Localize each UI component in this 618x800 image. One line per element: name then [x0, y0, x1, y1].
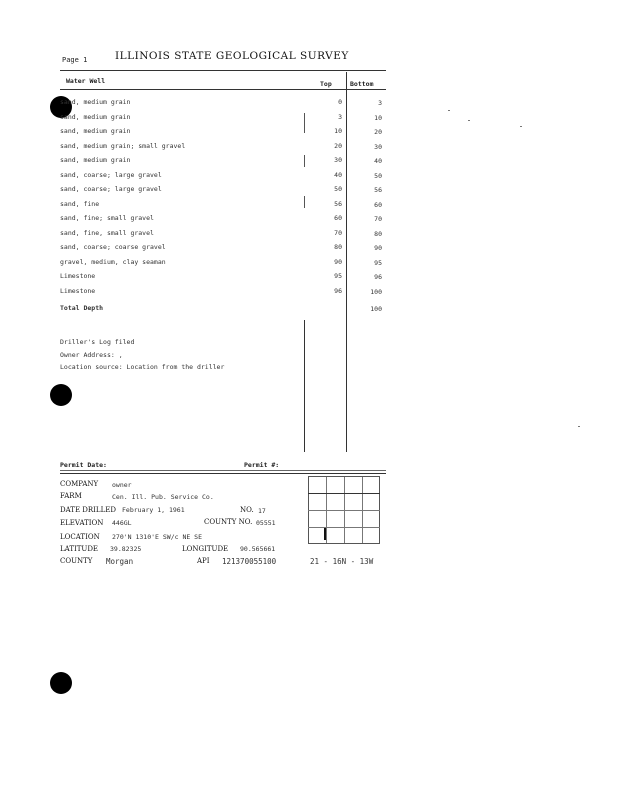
log-row-label: sand, fine, small gravel	[60, 229, 154, 237]
longitude-value: 90.565661	[240, 545, 276, 553]
log-row-bottom: 40	[374, 157, 382, 165]
column-divider-left	[346, 72, 347, 452]
log-row-label: sand, fine; small gravel	[60, 214, 154, 222]
grid-line	[308, 510, 380, 511]
log-row-top: 10	[334, 127, 342, 135]
log-row-top: 50	[334, 185, 342, 193]
log-row-top: 40	[334, 171, 342, 179]
log-row-top: 20	[334, 142, 342, 150]
log-row-top: 80	[334, 243, 342, 251]
elevation-value: 446GL	[112, 519, 132, 527]
owner-address-note: Owner Address: ,	[60, 351, 123, 359]
permit-number-label: Permit #:	[244, 461, 280, 469]
column-divider-right	[304, 320, 305, 452]
log-row-label: Limestone	[60, 272, 96, 280]
log-row-bottom: 90	[374, 244, 382, 252]
log-row-top: 3	[338, 113, 342, 121]
permit-date-label: Permit Date:	[60, 461, 107, 469]
grid-line	[308, 543, 380, 544]
column-tick	[304, 196, 305, 208]
county-label: COUNTY	[60, 557, 93, 565]
log-row-bottom: 3	[378, 99, 382, 107]
number-label: NO.	[240, 506, 254, 514]
county-value: Morgan	[106, 557, 134, 566]
county-number-value: 05551	[256, 519, 276, 527]
log-row-label: sand, fine	[60, 200, 100, 208]
log-row-bottom: 100	[370, 288, 382, 296]
latitude-value: 39.82325	[110, 545, 142, 553]
date-drilled-label: DATE DRILLED	[60, 506, 116, 514]
log-row-label: gravel, medium, clay seaman	[60, 258, 166, 266]
permit-rule	[60, 470, 386, 471]
log-row-label: sand, medium grain	[60, 98, 131, 106]
farm-value: Cen. Ill. Pub. Service Co.	[112, 493, 214, 501]
latitude-label: LATITUDE	[60, 545, 99, 553]
log-row-bottom: 30	[374, 143, 382, 151]
scan-speck	[448, 110, 450, 111]
grid-line	[308, 527, 380, 528]
scan-speck	[578, 426, 580, 427]
section-location-grid	[308, 476, 380, 544]
grid-line	[308, 476, 380, 477]
total-depth-label: Total Depth	[60, 304, 104, 312]
table-top-rule	[60, 70, 386, 71]
number-value: 17	[258, 507, 266, 515]
location-label: LOCATION	[60, 533, 100, 541]
log-row-bottom: 80	[374, 230, 382, 238]
log-row-label: sand, coarse; coarse gravel	[60, 243, 166, 251]
log-row-bottom: 96	[374, 273, 382, 281]
drillers-log-note: Driller's Log filed	[60, 338, 135, 346]
farm-label: FARM	[60, 492, 82, 500]
log-row-bottom: 10	[374, 114, 382, 122]
log-row-top: 60	[334, 214, 342, 222]
log-row-label: sand, medium grain	[60, 113, 131, 121]
well-location-mark	[324, 528, 326, 540]
log-row-bottom: 60	[374, 201, 382, 209]
document-title: ILLINOIS STATE GEOLOGICAL SURVEY	[115, 50, 349, 62]
log-row-bottom: 95	[374, 259, 382, 267]
log-row-label: sand, coarse; large gravel	[60, 171, 162, 179]
log-row-top: 90	[334, 258, 342, 266]
log-row-bottom: 50	[374, 172, 382, 180]
log-row-top: 96	[334, 287, 342, 295]
column-tick	[304, 113, 305, 133]
company-value: owner	[112, 481, 132, 489]
township-range-value: 21 - 16N - 13W	[310, 557, 374, 566]
log-row-label: sand, medium grain	[60, 156, 131, 164]
column-header-top: Top	[320, 80, 332, 88]
longitude-label: LONGITUDE	[182, 545, 229, 553]
log-row-label: Limestone	[60, 287, 96, 295]
log-row-label: sand, medium grain	[60, 127, 131, 135]
county-number-label: COUNTY NO.	[204, 518, 253, 526]
date-drilled-value: February 1, 1961	[122, 506, 185, 514]
log-row-bottom: 20	[374, 128, 382, 136]
scan-speck	[468, 120, 470, 121]
log-row-top: 0	[338, 98, 342, 106]
column-header-well: Water Well	[66, 77, 106, 85]
column-header-bottom: Bottom	[350, 80, 374, 88]
grid-line	[308, 493, 380, 494]
punch-hole-middle	[50, 384, 72, 406]
header-underline	[60, 89, 386, 90]
log-row-label: sand, medium grain; small gravel	[60, 142, 186, 150]
company-label: COMPANY	[60, 480, 99, 488]
scan-speck	[520, 126, 522, 127]
total-depth-value: 100	[370, 305, 382, 313]
location-source-note: Location source: Location from the driller	[60, 363, 225, 371]
log-row-top: 70	[334, 229, 342, 237]
api-label: API	[197, 557, 210, 565]
api-value: 121370055100	[222, 557, 277, 566]
log-row-bottom: 56	[374, 186, 382, 194]
elevation-label: ELEVATION	[60, 519, 104, 527]
log-row-top: 56	[334, 200, 342, 208]
location-value: 270'N 1310'E SW/c NE SE	[112, 533, 203, 541]
permit-rule-lower	[60, 473, 386, 474]
page-label: Page 1	[62, 56, 88, 64]
log-row-bottom: 70	[374, 215, 382, 223]
column-tick	[304, 155, 305, 167]
log-row-top: 30	[334, 156, 342, 164]
log-row-top: 95	[334, 272, 342, 280]
log-row-label: sand, coarse; large gravel	[60, 185, 162, 193]
punch-hole-bottom	[50, 672, 72, 694]
